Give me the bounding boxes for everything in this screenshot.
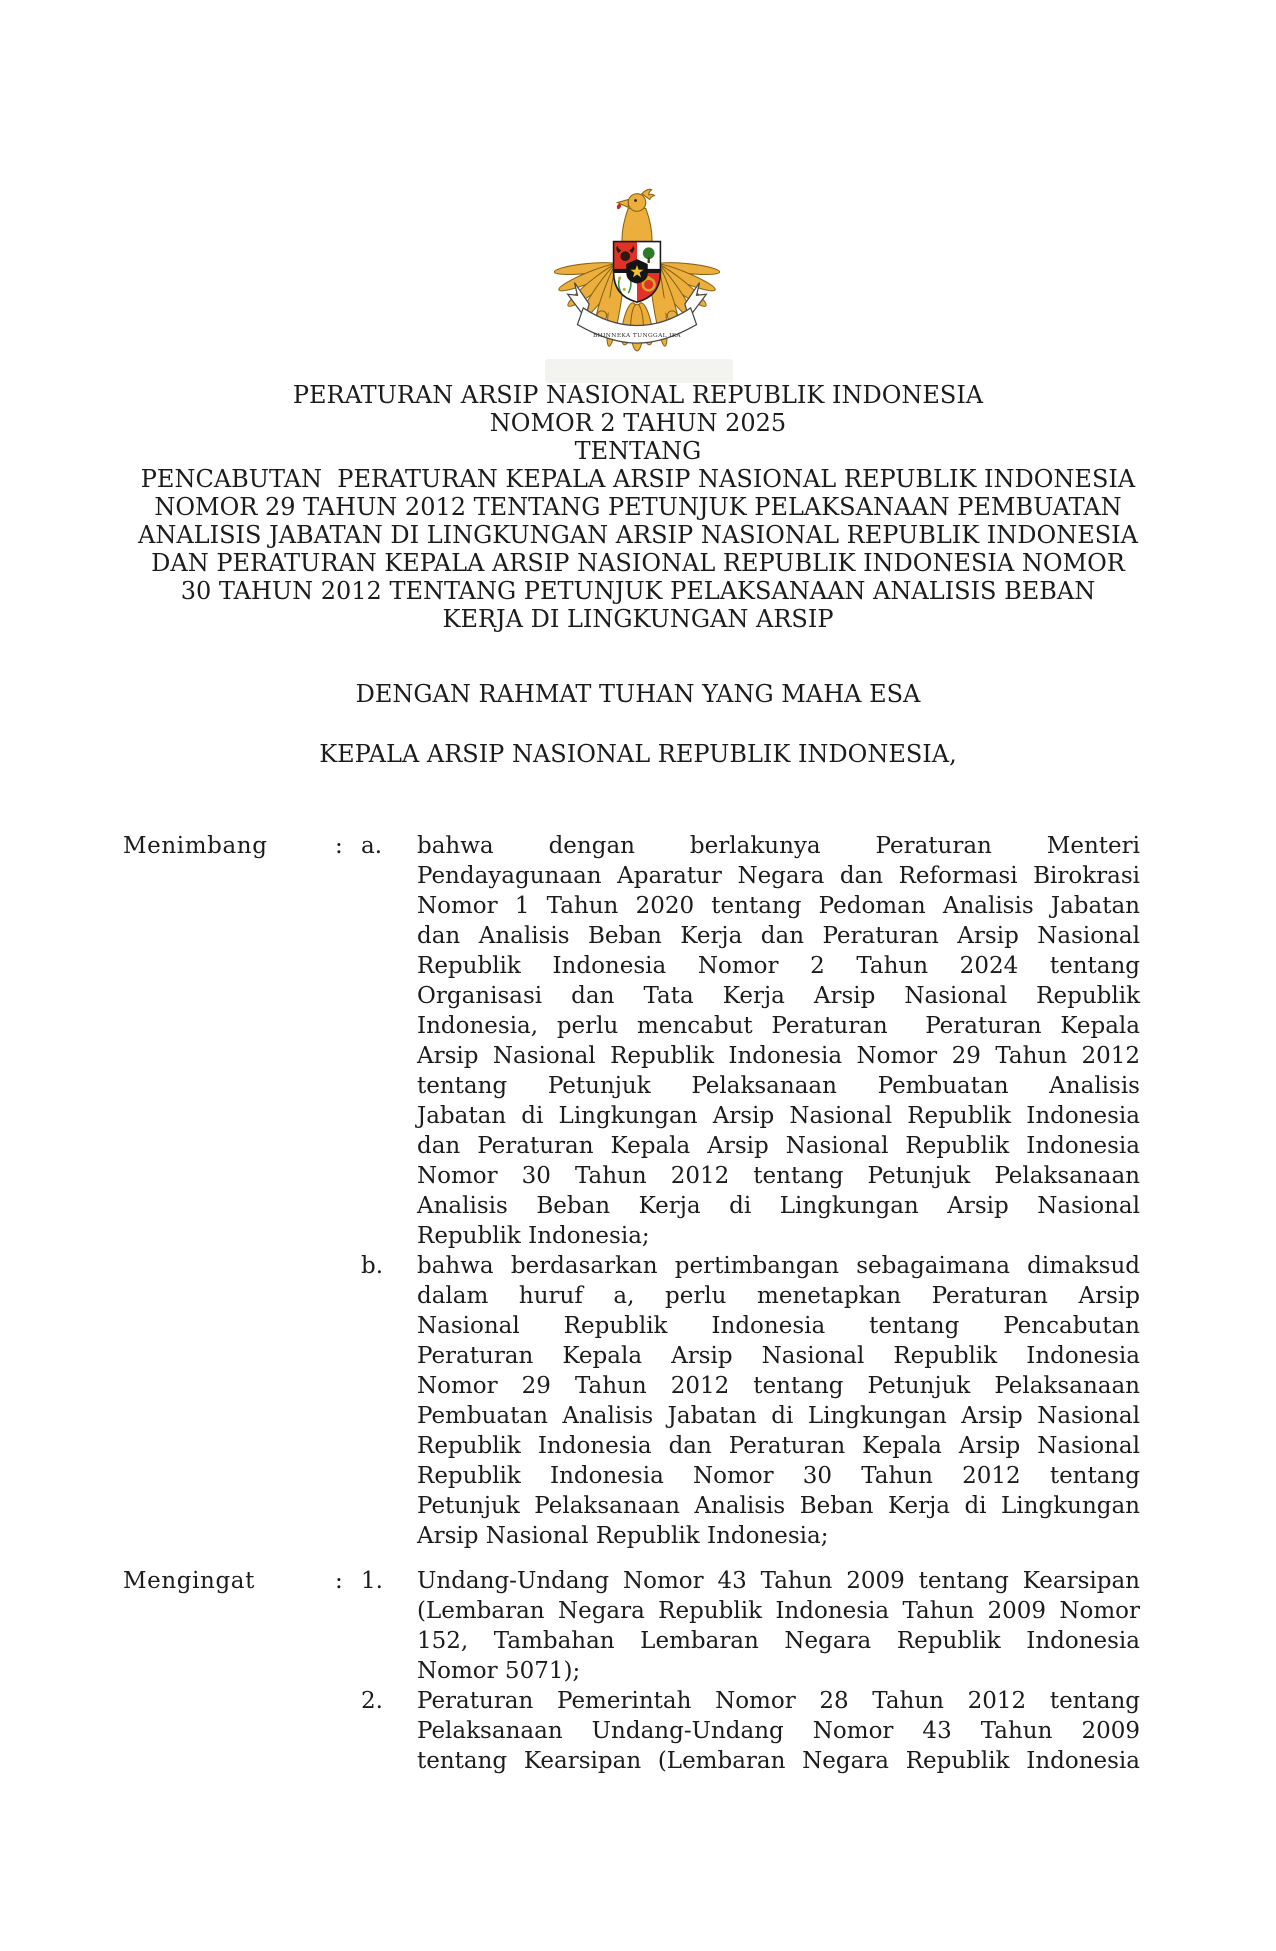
text-line: Peraturan Pemerintah Nomor 28 Tahun 2012 tentang <box>417 1688 1140 1714</box>
text-line: Republik Indonesia dan Peraturan Kepala Arsip Nasional <box>417 1433 1140 1459</box>
scan-artifact <box>545 359 733 383</box>
text-line: dan Peraturan Kepala Arsip Nasional Republik Indonesia <box>417 1133 1140 1159</box>
text-line: Pelaksanaan Undang-Undang Nomor 43 Tahun 2009 <box>417 1718 1140 1744</box>
considering-item-a <box>361 831 1140 1251</box>
text-line: Republik Indonesia; <box>417 1223 650 1249</box>
text-line: dalam huruf a, perlu menetapkan Peraturan Arsip <box>417 1283 1140 1309</box>
text-line: Organisasi dan Tata Kerja Arsip Nasional Republik <box>417 983 1140 1009</box>
item-marker-b: b. <box>361 1253 384 1279</box>
recalling-item-2-text <box>417 1686 1140 1776</box>
item-marker-2: 2. <box>361 1688 383 1714</box>
considering-label: Menimbang <box>123 833 268 859</box>
text-line: 30 TAHUN 2012 TENTANG PETUNJUK PELAKSANAAN ANALISIS BEBAN <box>180 577 1096 605</box>
text-line: KERJA DI LINGKUNGAN ARSIP <box>442 605 834 633</box>
considering-item-a-text <box>417 831 1140 1251</box>
invocation-line: DENGAN RAHMAT TUHAN YANG MAHA ESA <box>355 680 921 708</box>
considering-section <box>123 831 1140 1551</box>
recalling-item-1-text <box>417 1566 1140 1686</box>
text-line: Republik Indonesia Nomor 2 Tahun 2024 tentang <box>417 953 1140 979</box>
recalling-section <box>123 1566 1140 1776</box>
considering-item-b-text <box>417 1251 1140 1551</box>
text-line: Nomor 1 Tahun 2020 tentang Pedoman Analisis Jabatan <box>417 893 1140 919</box>
garuda-eye-icon <box>634 199 637 202</box>
text-line: bahwa dengan berlakunya Peraturan Menteri <box>417 833 1140 859</box>
text-line: Nomor 29 Tahun 2012 tentang Petunjuk Pelaksanaan <box>417 1373 1140 1399</box>
garuda-pancasila-emblem <box>554 171 720 357</box>
recalling-colon: : <box>335 1568 343 1594</box>
text-line: Republik Indonesia Nomor 30 Tahun 2012 tentang <box>417 1463 1140 1489</box>
text-line: PERATURAN ARSIP NASIONAL REPUBLIK INDONESIA <box>292 381 984 409</box>
text-line: Undang-Undang Nomor 43 Tahun 2009 tentang Kearsipan <box>417 1568 1140 1594</box>
recalling-item-2 <box>361 1686 1140 1776</box>
recalling-items <box>361 1566 1140 1776</box>
text-line: Indonesia, perlu mencabut Peraturan Peraturan Kepala <box>417 1013 1140 1039</box>
text-line: TENTANG <box>574 437 702 465</box>
text-line: Nomor 30 Tahun 2012 tentang Petunjuk Pelaksanaan <box>417 1163 1140 1189</box>
regulation-title <box>123 381 1153 633</box>
issuing-authority-line: KEPALA ARSIP NASIONAL REPUBLIK INDONESIA, <box>319 740 957 768</box>
text-line: Arsip Nasional Republik Indonesia; <box>417 1523 829 1549</box>
item-marker-1: 1. <box>361 1568 383 1594</box>
text-line: ANALISIS JABATAN DI LINGKUNGAN ARSIP NASIONAL REPUBLIK INDONESIA <box>138 521 1138 549</box>
motto-text: BHINNEKA TUNGGAL IKA <box>592 333 682 340</box>
text-line: Pembuatan Analisis Jabatan di Lingkungan Arsip Nasional <box>417 1403 1140 1429</box>
text-line: Peraturan Kepala Arsip Nasional Republik Indonesia <box>417 1343 1140 1369</box>
text-line: tentang Kearsipan (Lembaran Negara Republik Indonesia <box>417 1748 1140 1774</box>
text-line: Petunjuk Pelaksanaan Analisis Beban Kerja di Lingkungan <box>417 1493 1140 1519</box>
text-line: DAN PERATURAN KEPALA ARSIP NASIONAL REPUBLIK INDONESIA NOMOR <box>151 549 1125 577</box>
text-line: Jabatan di Lingkungan Arsip Nasional Republik Indonesia <box>417 1103 1140 1129</box>
recalling-item-1 <box>361 1566 1140 1686</box>
text-line: bahwa berdasarkan pertimbangan sebagaimana dimaksud <box>417 1253 1140 1279</box>
text-line: NOMOR 29 TAHUN 2012 TENTANG PETUNJUK PELAKSANAAN PEMBUATAN <box>154 493 1122 521</box>
considering-item-b <box>361 1251 1140 1551</box>
text-line: Nasional Republik Indonesia tentang Pencabutan <box>417 1313 1140 1339</box>
pancasila-shield-icon <box>614 242 661 303</box>
text-line: tentang Petunjuk Pelaksanaan Pembuatan Analisis <box>417 1073 1140 1099</box>
text-line: 152, Tambahan Lembaran Negara Republik Indonesia <box>417 1628 1140 1654</box>
text-line: Nomor 5071); <box>417 1658 581 1684</box>
recalling-label: Mengingat <box>123 1568 255 1594</box>
text-line: (Lembaran Negara Republik Indonesia Tahun 2009 Nomor <box>417 1598 1140 1624</box>
considering-colon: : <box>335 833 343 859</box>
item-marker-a: a. <box>361 833 383 859</box>
text-line: dan Analisis Beban Kerja dan Peraturan Arsip Nasional <box>417 923 1140 949</box>
text-line: PENCABUTAN PERATURAN KEPALA ARSIP NASIONAL REPUBLIK INDONESIA <box>140 465 1136 493</box>
considering-items <box>361 831 1140 1551</box>
text-line: Pendayagunaan Aparatur Negara dan Reformasi Birokrasi <box>417 863 1140 889</box>
text-line: Analisis Beban Kerja di Lingkungan Arsip Nasional <box>417 1193 1140 1219</box>
text-line: Arsip Nasional Republik Indonesia Nomor 29 Tahun 2012 <box>417 1043 1140 1069</box>
text-line: NOMOR 2 TAHUN 2025 <box>489 409 787 437</box>
